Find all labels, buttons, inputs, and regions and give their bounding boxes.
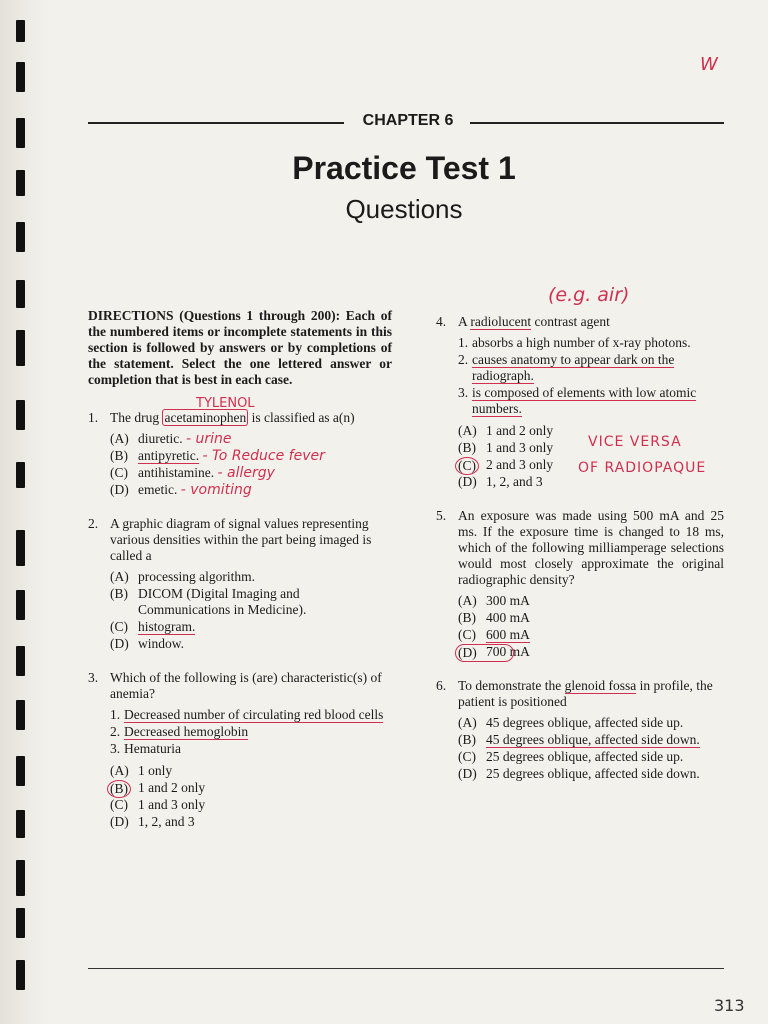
question-number: 3. bbox=[88, 670, 99, 685]
punch-hole bbox=[16, 590, 25, 620]
statement-list bbox=[458, 335, 724, 417]
option-b[interactable] bbox=[110, 780, 392, 796]
question-stem: Which of the following is (are) characteristic(s) of anemia? bbox=[110, 670, 382, 701]
handwritten-note: - allergy bbox=[217, 465, 275, 481]
option-letter: (A) bbox=[458, 593, 477, 608]
option-text: window. bbox=[138, 636, 184, 651]
option-letter: (C) bbox=[110, 619, 128, 634]
option-text: antipyretic. bbox=[138, 448, 200, 463]
option-text: 25 degrees oblique, affected side up. bbox=[486, 749, 684, 764]
chapter-label: CHAPTER 6 bbox=[362, 112, 454, 129]
right-column bbox=[436, 314, 724, 796]
option-text: 700 mA bbox=[486, 644, 530, 659]
statement bbox=[458, 352, 724, 384]
statement-text: is composed of elements with low atomic numbers. bbox=[472, 385, 697, 416]
footer-rule bbox=[88, 968, 724, 969]
handwritten-corner-mark: W bbox=[700, 54, 718, 75]
page-subtitle: Questions bbox=[345, 194, 463, 224]
punch-hole bbox=[16, 20, 25, 42]
question-2 bbox=[88, 516, 392, 652]
option-d[interactable] bbox=[110, 636, 392, 652]
statement-number: 1. bbox=[110, 707, 121, 722]
option-text: 1 and 3 only bbox=[486, 440, 554, 455]
option-b[interactable] bbox=[110, 586, 392, 618]
option-text: histogram. bbox=[138, 619, 196, 634]
question-stem: A graphic diagram of signal values representing various densities within the part being imaged is called a bbox=[110, 516, 372, 563]
option-letter-circled: (B) bbox=[107, 780, 131, 798]
option-letter-circled: (C) bbox=[455, 457, 479, 475]
circled-term: acetaminophen bbox=[164, 410, 247, 425]
punch-hole bbox=[16, 810, 25, 838]
question-number: 6. bbox=[436, 678, 447, 693]
option-letter: (B) bbox=[110, 448, 128, 463]
option-letter: (A) bbox=[458, 423, 477, 438]
question-stem: An exposure was made using 500 mA and 25 ms. If the exposure time is changed to 18 ms, which of the following milliamperage selections would most closely approximate the original radiographic density? bbox=[458, 508, 724, 587]
statement-number: 2. bbox=[110, 724, 121, 739]
punch-hole bbox=[16, 222, 25, 252]
page-number: 313 bbox=[714, 996, 745, 1015]
option-text: 1 only bbox=[138, 763, 173, 778]
punch-hole bbox=[16, 62, 25, 92]
question-number: 5. bbox=[436, 508, 447, 523]
directions: DIRECTIONS (Questions 1 through 200): Each of the numbered items or incomplete statements in this section is followed by answers or by completions of the statement. Select the one lettered answer or completion that is best in each case. bbox=[88, 308, 392, 387]
punch-hole bbox=[16, 280, 25, 308]
statement-number: 2. bbox=[458, 352, 469, 367]
option-d[interactable] bbox=[458, 474, 724, 490]
option-text: 300 mA bbox=[486, 593, 530, 608]
option-c[interactable] bbox=[458, 749, 724, 765]
option-letter: (B) bbox=[458, 610, 476, 625]
option-letter: (D) bbox=[458, 766, 477, 781]
handwritten-note: - vomiting bbox=[180, 482, 252, 498]
option-letter: (B) bbox=[458, 732, 476, 747]
statement bbox=[110, 741, 392, 757]
option-letter: (C) bbox=[110, 797, 128, 812]
option-text: 45 degrees oblique, affected side up. bbox=[486, 715, 684, 730]
question-number: 1. bbox=[88, 410, 99, 425]
handwritten-note: - urine bbox=[185, 431, 232, 447]
question-6 bbox=[436, 678, 724, 782]
statement bbox=[110, 707, 392, 723]
stem-text: To demonstrate the bbox=[458, 678, 562, 693]
handwritten-note-vice-versa: VICE VERSA bbox=[588, 434, 682, 450]
option-letter: (D) bbox=[110, 482, 129, 497]
option-letter: (A) bbox=[110, 569, 129, 584]
option-d[interactable] bbox=[110, 814, 392, 830]
punch-hole bbox=[16, 400, 25, 430]
statement-list bbox=[110, 707, 392, 757]
option-text: 2 and 3 only bbox=[486, 457, 554, 472]
statement-text: causes anatomy to appear dark on the radiograph. bbox=[472, 352, 675, 383]
option-letter: (D) bbox=[110, 814, 129, 829]
question-stem bbox=[458, 314, 724, 330]
chapter-rule-left bbox=[88, 122, 344, 124]
option-a[interactable] bbox=[458, 715, 724, 731]
option-c[interactable] bbox=[110, 619, 392, 635]
option-text: 1, 2, and 3 bbox=[138, 814, 195, 829]
option-letter: (A) bbox=[110, 763, 129, 778]
punch-hole bbox=[16, 530, 25, 566]
punch-hole bbox=[16, 462, 25, 488]
punch-hole bbox=[16, 908, 25, 938]
option-text: 1 and 2 only bbox=[138, 780, 206, 795]
punch-hole bbox=[16, 700, 25, 730]
option-text: antihistamine. bbox=[138, 465, 215, 480]
statement bbox=[458, 385, 724, 417]
handwritten-note: - To Reduce fever bbox=[202, 448, 325, 464]
question-1 bbox=[88, 410, 392, 498]
statement bbox=[110, 724, 392, 740]
option-letter: (A) bbox=[458, 715, 477, 730]
option-c[interactable] bbox=[110, 465, 392, 481]
option-d[interactable] bbox=[458, 644, 724, 660]
stem-text: contrast agent bbox=[534, 314, 610, 329]
option-text: 1 and 2 only bbox=[486, 423, 554, 438]
statement-number: 3. bbox=[110, 741, 121, 756]
option-letter: (D) bbox=[458, 474, 477, 489]
statement bbox=[458, 335, 724, 351]
stem-text: The drug bbox=[110, 410, 160, 425]
question-stem bbox=[110, 410, 392, 426]
option-text: processing algorithm. bbox=[138, 569, 255, 584]
option-text: 1, 2, and 3 bbox=[486, 474, 543, 489]
option-a[interactable] bbox=[110, 569, 392, 585]
option-letter: (B) bbox=[458, 440, 476, 455]
handwritten-note-tylenol: TYLENOL bbox=[196, 396, 255, 411]
option-d[interactable] bbox=[110, 482, 392, 498]
punch-hole bbox=[16, 330, 25, 366]
option-letter: (C) bbox=[458, 627, 476, 642]
question-number: 4. bbox=[436, 314, 447, 329]
option-letter: (B) bbox=[110, 586, 128, 601]
option-letter-circled: (D) bbox=[455, 644, 514, 662]
question-5 bbox=[436, 508, 724, 660]
option-a[interactable] bbox=[110, 763, 392, 779]
question-number: 2. bbox=[88, 516, 99, 531]
punch-hole bbox=[16, 860, 25, 896]
option-d[interactable] bbox=[458, 766, 724, 782]
option-b[interactable] bbox=[458, 732, 724, 748]
statement-text: Decreased number of circulating red blood cells bbox=[124, 707, 384, 722]
stem-text: A bbox=[458, 314, 468, 329]
option-text: 45 degrees oblique, affected side down. bbox=[486, 732, 700, 747]
option-text: 400 mA bbox=[486, 610, 530, 625]
option-text: 25 degrees oblique, affected side down. bbox=[486, 766, 700, 781]
question-stem bbox=[458, 678, 724, 710]
option-text: 1 and 3 only bbox=[138, 797, 206, 812]
option-c[interactable] bbox=[110, 797, 392, 813]
option-letter: (C) bbox=[458, 749, 476, 764]
option-text: emetic. bbox=[138, 482, 178, 497]
page-title: Practice Test 1 bbox=[292, 150, 516, 186]
statement-number: 3. bbox=[458, 385, 469, 400]
statement-text: Decreased hemoglobin bbox=[124, 724, 249, 739]
stem-text: in profile, the patient is positioned bbox=[458, 678, 713, 709]
underlined-term: glenoid fossa bbox=[564, 678, 637, 693]
option-letter: (C) bbox=[110, 465, 128, 480]
left-column bbox=[88, 308, 392, 844]
option-letter: (D) bbox=[110, 636, 129, 651]
punch-hole bbox=[16, 756, 25, 786]
question-3 bbox=[88, 670, 392, 830]
statement-text: Hematuria bbox=[124, 741, 181, 756]
option-b[interactable] bbox=[458, 610, 724, 626]
stem-text: is classified as a(n) bbox=[251, 410, 355, 425]
punch-hole bbox=[16, 960, 25, 990]
underlined-term: radiolucent bbox=[470, 314, 532, 329]
option-letter: (A) bbox=[110, 431, 129, 446]
chapter-rule-right bbox=[470, 122, 724, 124]
statement-text: absorbs a high number of x-ray photons. bbox=[472, 335, 691, 350]
option-text: 600 mA bbox=[486, 627, 530, 642]
statement-number: 1. bbox=[458, 335, 469, 350]
option-a[interactable] bbox=[110, 431, 392, 447]
option-b[interactable] bbox=[110, 448, 392, 464]
handwritten-note-radiopaque: OF RADIOPAQUE bbox=[578, 460, 707, 476]
option-c[interactable] bbox=[458, 627, 724, 643]
punch-hole bbox=[16, 646, 25, 676]
option-text: DICOM (Digital Imaging and Communications in Medicine). bbox=[138, 586, 307, 617]
option-text: diuretic. bbox=[138, 431, 183, 446]
option-a[interactable] bbox=[458, 593, 724, 609]
punch-hole bbox=[16, 118, 25, 148]
handwritten-note-example: (e.g. air) bbox=[548, 284, 630, 306]
